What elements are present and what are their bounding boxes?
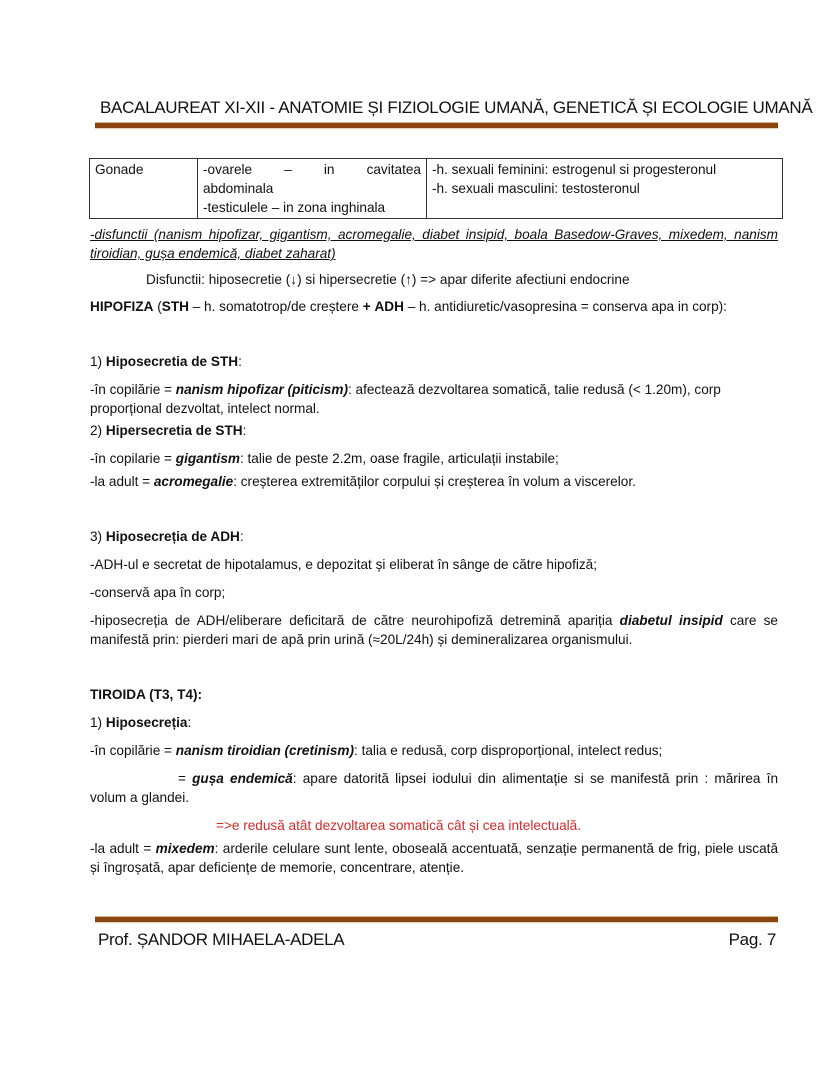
text: -la adult =: [90, 474, 154, 489]
disease-term: gigantism: [175, 451, 240, 466]
hormone-abbr: STH: [161, 299, 189, 314]
sth-hyper-heading: [90, 421, 778, 440]
gland-name-cell: Gonade: [90, 159, 198, 219]
adh-hypo-heading: [90, 527, 778, 546]
header-divider: [95, 122, 778, 129]
dysfunctions-intro: Disfunctii: hiposecretie (↓) si hipersecretie (↑) => apar diferite afectiuni endocrine: [146, 272, 630, 287]
footer-author: Prof. ȘANDOR MIHAELA-ADELA: [98, 930, 345, 949]
subsection-title: Hipersecretia de STH: [105, 423, 243, 438]
text: : arderile celulare sunt lente, oboseală accentuată, senzație permanentă de frig, piele uscată și îngroșată, apar deficiențe de memorie, concentrare, atenție.: [90, 841, 779, 875]
text: 2): [90, 423, 106, 438]
page-content: [90, 158, 778, 877]
section-title: HIPOFIZA: [90, 299, 154, 314]
text: care se manifestă prin: pierderi mari de apă prin urină (≈20L/24h) și demineralizarea organismului.: [90, 613, 778, 647]
tiroida-hypo-heading: [90, 713, 778, 732]
text: : talia e redusă, corp disproporțional, intelect redus;: [354, 743, 663, 758]
text: -hiposecreția de ADH/eliberare deficitară de către neurohipofiză detremină apariția: [90, 613, 620, 628]
hormones-line-2: -h. sexuali masculini: testosteronul: [432, 181, 640, 196]
text: – h. antidiuretic/vasopresina = conserva apa in corp):: [403, 299, 727, 314]
footer-divider: [95, 916, 778, 923]
disease-term: gușa endemică: [192, 771, 293, 786]
adh-line-3: [90, 611, 778, 649]
word: –: [284, 162, 292, 177]
sth-hypo-text: [90, 380, 778, 418]
table-row: [90, 159, 783, 219]
text: -în copilarie =: [90, 451, 176, 466]
text: =: [178, 771, 193, 786]
tiroida-gusa: [90, 769, 778, 807]
sth-hyper-adult: [90, 472, 778, 491]
text: : creșterea extremităților corpului și creșterea în volum a viscerelor.: [233, 474, 636, 489]
text: -în copilărie =: [90, 743, 176, 758]
subsection-title: Hiposecreția de ADH: [105, 529, 240, 544]
word: -ovarele: [203, 162, 253, 177]
sth-hyper-child: [90, 449, 778, 468]
text: :: [239, 529, 244, 544]
tiroida-red-note: =>e redusă atât dezvoltarea somatică cât și cea intelectuală.: [216, 818, 581, 833]
tiroida-adult: [90, 839, 778, 877]
hormones-line-1: -h. sexuali feminini: estrogenul si progesteronul: [432, 162, 717, 177]
word: cavitatea: [366, 162, 421, 177]
disease-term: nanism hipofizar (piticism): [175, 382, 348, 397]
adh-line-2: -conservă apa în corp;: [90, 585, 226, 600]
footer-page-number: Pag. 7: [728, 930, 776, 949]
text: 1): [90, 715, 106, 730]
subsection-title: Hiposecretia de STH: [105, 354, 239, 369]
location-line-1: [203, 160, 421, 179]
text: :: [187, 715, 192, 730]
dysfunctions-list: -disfunctii (nanism hipofizar, gigantism, acromegalie, diabet insipid, boala Basedow-Graves, mixedem, nanism tiroidian, gușa endemică, diabet zaharat): [90, 227, 778, 261]
text: +: [362, 299, 371, 314]
adh-line-1: -ADH-ul e secretat de hipotalamus, e depozitat și eliberat în sânge de către hipofiză;: [90, 557, 598, 572]
disease-term: acromegalie: [153, 474, 234, 489]
text: :: [238, 354, 242, 369]
text: 3): [90, 529, 106, 544]
tiroida-title: TIROIDA (T3, T4):: [90, 687, 203, 702]
gland-hormones-cell: [427, 159, 783, 219]
text: -la adult =: [90, 841, 156, 856]
word: in: [323, 162, 335, 177]
text: :: [242, 423, 247, 438]
glands-table: [89, 158, 783, 219]
gland-location-cell: [198, 159, 427, 219]
disease-term: mixedem: [155, 841, 215, 856]
text: (: [153, 299, 162, 314]
disease-term: diabetul insipid: [619, 613, 723, 628]
text: -în copilărie =: [90, 382, 176, 397]
hormone-abbr: ADH: [374, 299, 404, 314]
hipofiza-paragraph: [90, 297, 778, 316]
text: – h. somatotrop/de creștere: [188, 299, 363, 314]
disease-term: nanism tiroidian (cretinism): [175, 743, 355, 758]
tiroida-child: [90, 741, 778, 760]
sth-hypo-heading: [90, 352, 778, 371]
location-line-2: abdominala: [203, 181, 274, 196]
text: : afectează dezvoltarea somatică, talie redusă (< 1.20m), corp proporțional dezvoltat, intelect normal.: [90, 382, 721, 416]
text: : apare datorită lipsei iodului din alimentație si se manifestă prin : mărirea în volum a glandei.: [90, 771, 779, 805]
page-header-title: BACALAUREAT XI-XII - ANATOMIE ȘI FIZIOLOGIE UMANĂ, GENETICĂ ȘI ECOLOGIE UMANĂ: [100, 98, 813, 117]
location-line-3: -testiculele – in zona inghinala: [203, 200, 386, 215]
text: 1): [90, 354, 106, 369]
text: : talie de peste 2.2m, oase fragile, articulații instabile;: [239, 451, 559, 466]
subsection-title: Hiposecreția: [105, 715, 188, 730]
